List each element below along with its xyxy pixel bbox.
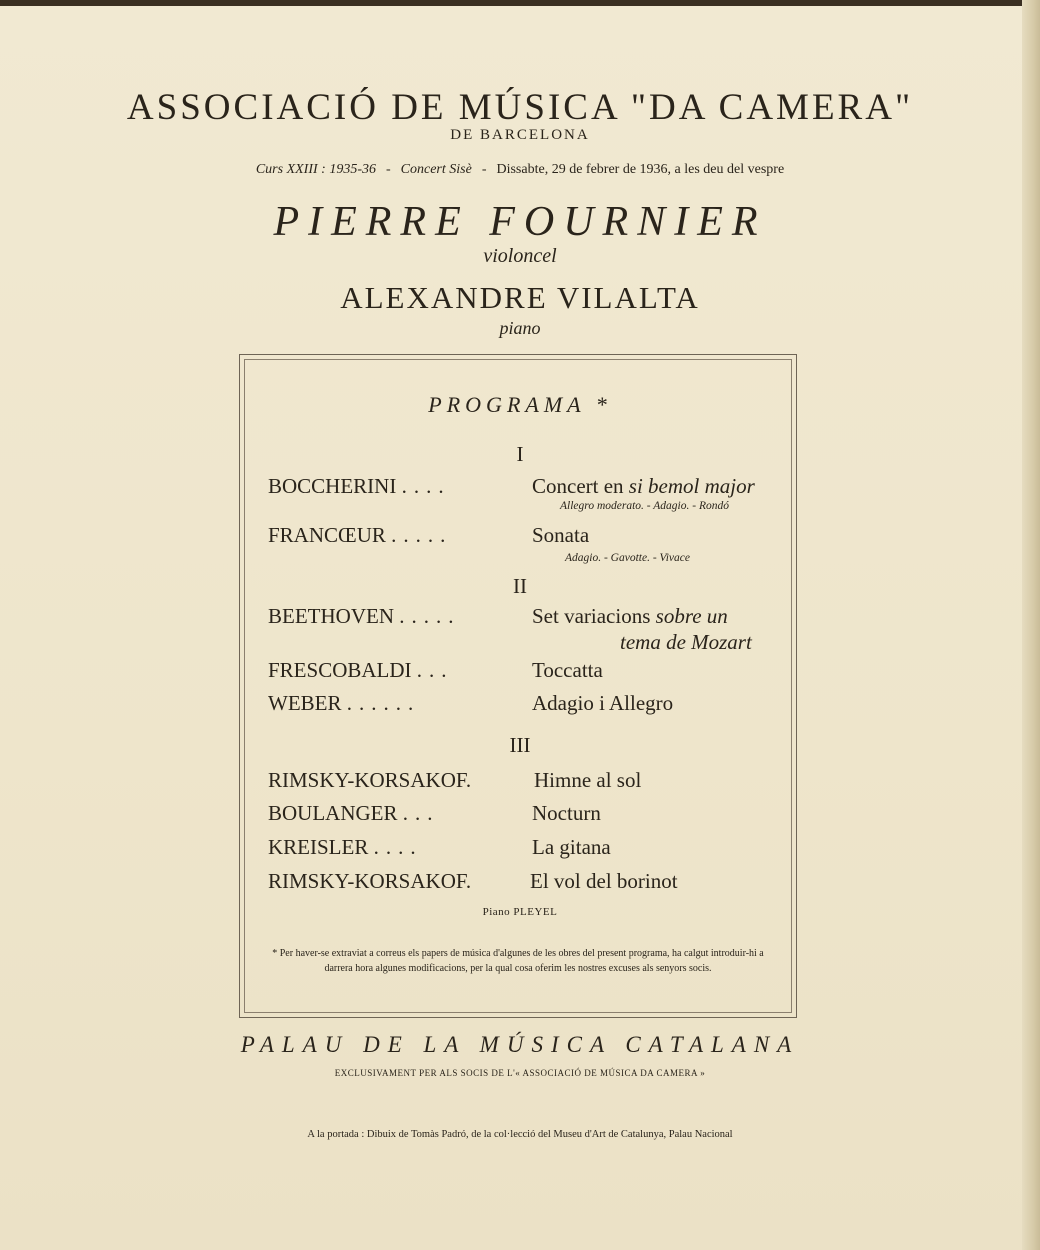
work-title: El vol del borinot: [530, 869, 678, 893]
separator: -: [385, 162, 391, 177]
program-item: [268, 658, 788, 686]
separator: -: [481, 162, 487, 177]
venue-name: PALAU DE LA MÚSICA CATALANA: [240, 1032, 800, 1057]
organization-title: ASSOCIACIÓ DE MÚSICA "DA CAMERA": [126, 87, 914, 128]
program-item: [268, 604, 788, 632]
movements-list: Allegro moderato. - Adagio. - Rondó: [560, 500, 729, 512]
work-label: Concert en: [532, 474, 629, 498]
course-label: Curs XXIII : 1935-36: [255, 162, 376, 177]
performer-instrument: violoncel: [483, 245, 557, 267]
work-title: Adagio i Allegro: [532, 691, 674, 715]
program-section-heading: III: [509, 733, 531, 757]
page-spine: [1022, 0, 1040, 1250]
program-item: [268, 801, 788, 829]
leader-dots: ....: [373, 835, 423, 859]
work-title: Nocturn: [532, 801, 601, 825]
concert-date-time: Dissabte, 29 de febrer de 1936, a les deu del vespre: [496, 162, 785, 177]
composer-label: KREISLER: [268, 835, 369, 859]
leader-dots: .....: [391, 523, 453, 547]
leader-dots: ...: [402, 801, 440, 825]
work-title-line2: tema de Mozart: [620, 630, 752, 654]
performer-instrument: piano: [499, 318, 541, 338]
composer-label: BEETHOVEN: [268, 604, 394, 628]
members-only-note: EXCLUSIVAMENT PER ALS SOCIS DE L'« ASSOCIACIÓ DE MÚSICA DA CAMERA »: [334, 1068, 706, 1078]
program-item-continuation: [268, 630, 788, 658]
organization-city: DE BARCELONA: [450, 127, 590, 143]
composer-name: [268, 523, 452, 548]
leader-dots: ....: [401, 474, 451, 498]
program-section-heading: I: [516, 442, 524, 466]
work-title: [532, 604, 728, 629]
leader-dots: .....: [399, 604, 461, 628]
composer-name: [268, 658, 454, 683]
composer-name: RIMSKY-KORSAKOF.: [268, 869, 472, 893]
composer-label: WEBER: [268, 691, 342, 715]
composer-label: FRANCŒUR: [268, 523, 386, 547]
composer-name: [268, 691, 420, 716]
leader-dots: ...: [416, 658, 454, 682]
program-item: [268, 768, 788, 796]
work-title: Toccatta: [532, 658, 603, 682]
work-title: [532, 474, 755, 499]
program-section-heading: II: [513, 574, 527, 598]
work-label-italic: si bemol major: [628, 474, 755, 498]
concert-info-line: [0, 162, 1040, 178]
program-footnote: * Per haver-se extraviat a correus els papers de música d'algunes de les obres del present programa, ha calgut introduir-hi a darrera hora algunes modificacions, per la qual cosa oferim les nostres excuses als senyors socis.: [272, 948, 764, 974]
program-item: [268, 691, 788, 719]
program-item: [268, 523, 788, 551]
composer-label: BOCCHERINI: [268, 474, 397, 498]
leader-dots: ......: [346, 691, 421, 715]
performer-name: PIERRE FOURNIER: [273, 199, 767, 245]
work-label: Set variacions: [532, 604, 656, 628]
piano-brand-note: Piano PLEYEL: [482, 906, 558, 918]
work-label-italic: sobre un: [655, 604, 728, 628]
composer-name: [268, 474, 451, 499]
performer-name: ALEXANDRE VILALTA: [340, 280, 700, 315]
work-title: Sonata: [532, 523, 590, 547]
composer-label: FRESCOBALDI: [268, 658, 412, 682]
composer-name: [268, 835, 423, 860]
composer-label: BOULANGER: [268, 801, 398, 825]
work-title: Himne al sol: [534, 768, 642, 792]
program-item: [268, 869, 788, 897]
composer-name: [268, 801, 440, 826]
concert-number: Concert Sisè: [400, 162, 472, 177]
composer-name: [268, 604, 460, 629]
program-item: [268, 474, 788, 502]
composer-name: RIMSKY-KORSAKOF.: [268, 768, 472, 792]
program-item: [268, 835, 788, 863]
program-title: PROGRAMA *: [428, 392, 612, 417]
movements-list: Adagio. - Gavotte. - Vivace: [565, 552, 690, 564]
cover-credit: A la portada : Dibuix de Tomàs Padró, de la col·lecció del Museu d'Art de Catalunya, Palau Nacional: [307, 1129, 733, 1140]
work-title: La gitana: [532, 835, 611, 859]
